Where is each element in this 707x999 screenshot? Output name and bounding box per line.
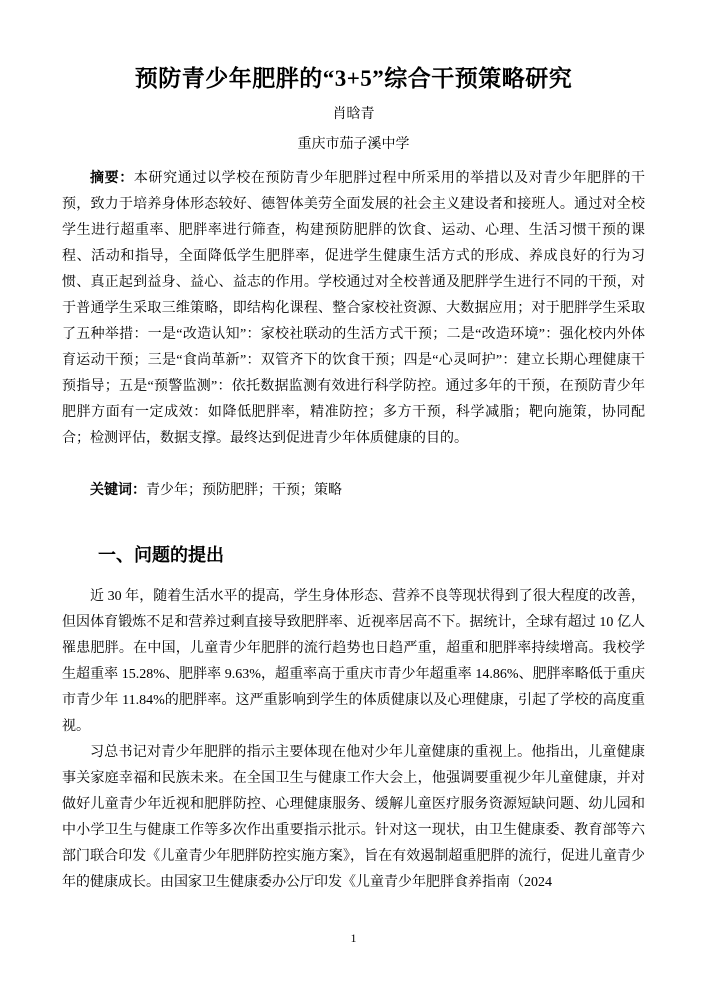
page-number: 1 xyxy=(350,931,357,945)
abstract-label: 摘要： xyxy=(90,171,134,186)
keywords-label: 关键词： xyxy=(90,483,146,498)
keywords-line xyxy=(62,478,645,504)
keywords-text: 青少年；预防肥胖；干预；策略 xyxy=(146,483,342,498)
section-1-heading: 一、问题的提出 xyxy=(98,545,224,565)
paper-author: 肖晗青 xyxy=(332,107,375,122)
section-1-paragraph-2: 习总书记对青少年肥胖的指示主要体现在他对少年儿童健康的重视上。他指出，儿童健康事关家庭幸福和民族未来。在全国卫生与健康工作大会上，他强调要重视少年儿童健康，并对做好儿童青少年近视和肥胖防控、心理健康服务、缓解儿童医疗服务资源短缺问题、幼儿园和中小学卫生与健康工作等多次作出重要指示批示。针对这一现状，由卫生健康委、教育部等六部门联合印发《儿童青少年肥胖防控实施方案》，旨在有效遏制超重肥胖的流行，促进儿童青少年的健康成长。由国家卫生健康委办公厅印发《儿童青少年肥胖食养指南（2024 xyxy=(62,745,645,890)
section-1-paragraph-1: 近 30 年，随着生活水平的提高，学生身体形态、营养不良等现状得到了很大程度的改善，但因体育锻炼不足和营养过剩直接导致肥胖率、近视率居高不下。据统计，全球有超过 10 亿人罹患肥胖。在中国，儿童青少年肥胖的流行趋势也日趋严重，超重和肥胖率持续增高。我校学生超重率 15.28%、肥胖率 9.63%，超重率高于重庆市青少年超重率 14.86%、肥胖率略低于重庆市青少年 11.84%的肥胖率。这严重影响到学生的体质健康以及心理健康，引起了学校的高度重视。 xyxy=(62,589,645,734)
abstract-text: 本研究通过以学校在预防青少年肥胖过程中所采用的举措以及对青少年肥胖的干预，致力于培养身体形态较好、德智体美劳全面发展的社会主义建设者和接班人。通过对全校学生进行超重率、肥胖率进行筛查，构建预防肥胖的饮食、运动、心理、生活习惯干预的课程、活动和指导，全面降低学生肥胖率，促进学生健康生活方式的形成、养成良好的行为习惯、真正起到益身、益心、益志的作用。学校通过对全校普通及肥胖学生进行不同的干预，对于普通学生采取三维策略，即结构化课程、整合家校社资源、大数据应用；对于肥胖学生采取了五种举措：一是“改造认知”：家校社联动的生活方式干预；二是“改造环境”：强化校内外体育运动干预；三是“食尚革新”：双管齐下的饮食干预；四是“心灵呵护”：建立长期心理健康干预指导；五是“预警监测”：依托数据监测有效进行科学防控。通过多年的干预，在预防青少年肥胖方面有一定成效：如降低肥胖率，精准防控；多方干预，科学减脂；靶向施策，协同配合；检测评估，数据支撑。最终达到促进青少年体质健康的目的。 xyxy=(62,171,646,446)
abstract-paragraph xyxy=(62,166,645,452)
paper-title: 预防青少年肥胖的“3+5”综合干预策略研究 xyxy=(134,66,573,91)
paper-affiliation: 重庆市茄子溪中学 xyxy=(297,137,410,152)
